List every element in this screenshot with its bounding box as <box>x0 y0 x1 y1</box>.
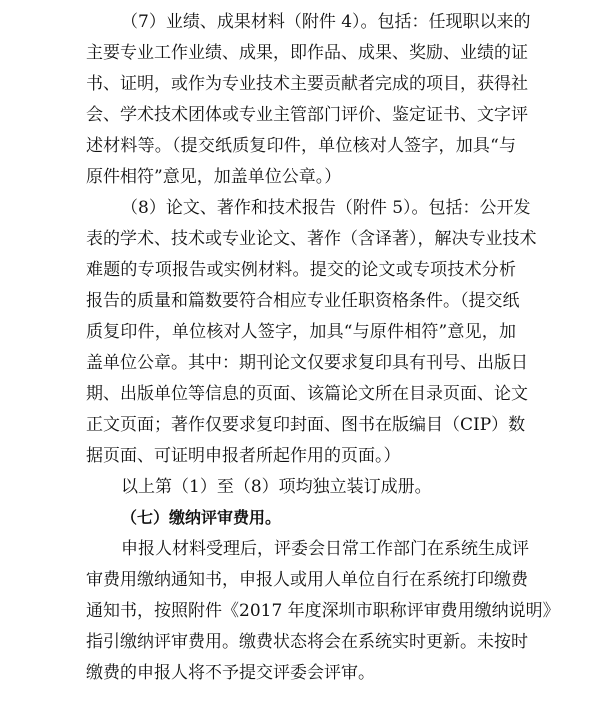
p7-line-1: （7）业绩、成果材料（附件 4）。包括：任现职以来的 <box>121 12 531 32</box>
fee-line-4: 指引缴纳评审费用。缴费状态将会在系统实时更新。未按时 <box>86 632 528 652</box>
binding-note: 以上第（1）至（8）项均独立装订成册。 <box>121 477 432 497</box>
p7-line-4: 会、学术技术团体或专业主管部门评价、鉴定证书、文字评 <box>86 105 528 125</box>
p7-line-6: 原件相符”意见，加盖单位公章。） <box>86 167 342 187</box>
p7-line-2: 主要专业工作业绩、成果，即作品、成果、奖励、业绩的证 <box>86 43 528 63</box>
p8-line-2: 表的学术、技术或专业论文、著作（含译著），解决专业技术 <box>86 229 537 249</box>
p8-line-5: 质复印件，单位核对人签字，加具“与原件相符”意见，加 <box>86 322 516 342</box>
fee-line-1: 申报人材料受理后，评委会日常工作部门在系统生成评 <box>121 539 529 559</box>
p7-line-5: 述材料等。（提交纸质复印件，单位核对人签字，加具“与 <box>86 136 516 156</box>
p8-line-8: 正文页面；著作仅要求复印封面、图书在版编目（CIP）数 <box>86 415 526 435</box>
p7-line-3: 书、证明，或作为专业技术主要贡献者完成的项目，获得社 <box>86 74 528 94</box>
p8-line-6: 盖单位公章。其中：期刊论文仅要求复印具有刊号、出版日 <box>86 353 528 373</box>
p8-line-3: 难题的专项报告或实例材料。提交的论文或专项技术分析 <box>86 260 516 280</box>
p8-line-7: 期、出版单位等信息的页面、该篇论文所在目录页面、论文 <box>86 384 528 404</box>
p8-line-9: 据页面、可证明申报者所起作用的页面。） <box>86 446 401 466</box>
p8-line-1: （8）论文、著作和技术报告（附件 5）。包括：公开发 <box>121 198 531 218</box>
fee-line-5: 缴费的申报人将不予提交评委会评审。 <box>86 663 375 683</box>
p8-line-4: 报告的质量和篇数要符合相应专业任职资格条件。（提交纸 <box>86 291 520 311</box>
fee-line-2: 审费用缴纳通知书，申报人或用人单位自行在系统打印缴费 <box>86 570 528 590</box>
section-heading: （七）缴纳评审费用。 <box>121 508 282 527</box>
fee-line-3: 通知书，按照附件《2017 年度深圳市职称评审费用缴纳说明》 <box>86 601 560 621</box>
